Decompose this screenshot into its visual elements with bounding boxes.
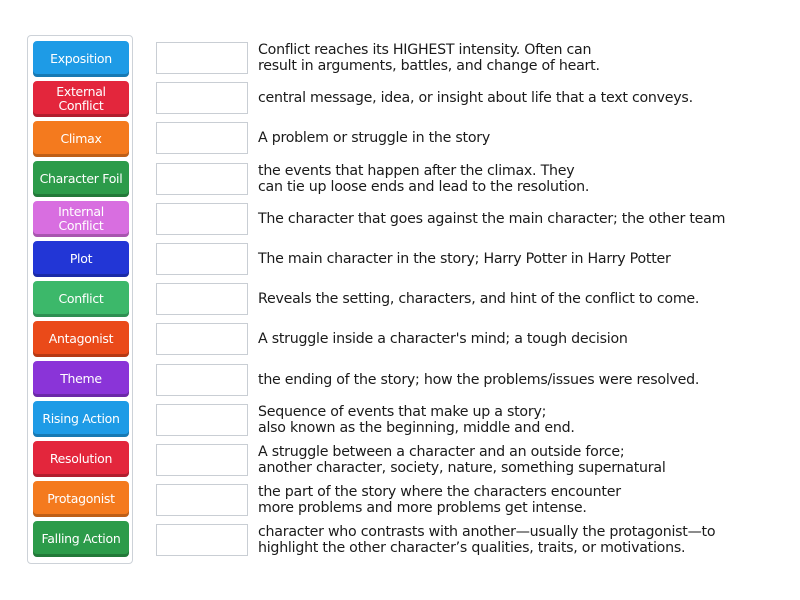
term-tile-exposition[interactable]: Exposition [33,41,129,77]
definition-line: character who contrasts with another—usually the protagonist—to [258,523,716,540]
answer-slot-5[interactable] [156,203,248,235]
answer-slot-11[interactable] [156,444,248,476]
definition-line: Conflict reaches its HIGHEST intensity. Often can [258,41,592,58]
definition-6 [258,239,793,279]
answer-slot-7[interactable] [156,283,248,315]
definition-8 [258,319,793,359]
definition-13 [258,520,793,560]
term-tile-panel [27,35,133,564]
answer-slot-6[interactable] [156,243,248,275]
definition-7 [258,279,793,319]
term-tile-rising-action[interactable]: Rising Action [33,401,129,437]
definition-10 [258,400,793,440]
definition-line: also known as the beginning, middle and end. [258,420,575,436]
term-tile-external-conflict[interactable]: External Conflict [33,81,129,117]
definition-4 [258,159,793,199]
definition-line: more problems and more problems get intense. [258,500,587,516]
term-tile-conflict[interactable]: Conflict [33,281,129,317]
definition-line: The main character in the story; Harry Potter in Harry Potter [258,250,671,267]
definition-line: Sequence of events that make up a story; [258,403,547,420]
definition-line: another character, society, nature, something supernatural [258,460,666,476]
term-tile-antagonist[interactable]: Antagonist [33,321,129,357]
definition-line: the part of the story where the characters encounter [258,483,621,500]
term-tile-character-foil[interactable]: Character Foil [33,161,129,197]
term-tile-falling-action[interactable]: Falling Action [33,521,129,557]
definition-1 [258,38,793,78]
definition-line: result in arguments, battles, and change of heart. [258,58,600,74]
answer-slot-9[interactable] [156,364,248,396]
definition-3 [258,118,793,158]
definition-line: central message, idea, or insight about life that a text conveys. [258,89,693,106]
term-tile-plot[interactable]: Plot [33,241,129,277]
definition-line: A struggle inside a character's mind; a tough decision [258,330,628,347]
answer-slot-12[interactable] [156,484,248,516]
definition-line: highlight the other character’s qualities, traits, or motivations. [258,540,686,556]
definition-11 [258,440,793,480]
answer-slot-10[interactable] [156,404,248,436]
definition-line: the events that happen after the climax. They [258,162,575,179]
term-tile-resolution[interactable]: Resolution [33,441,129,477]
definition-line: can tie up loose ends and lead to the resolution. [258,179,590,195]
answer-slot-1[interactable] [156,42,248,74]
answer-slot-2[interactable] [156,82,248,114]
term-tile-climax[interactable]: Climax [33,121,129,157]
definition-line: The character that goes against the main character; the other team [258,210,726,227]
definition-12 [258,480,793,520]
answer-slot-4[interactable] [156,163,248,195]
definition-2 [258,78,793,118]
definition-line: A struggle between a character and an outside force; [258,443,625,460]
definition-line: A problem or struggle in the story [258,129,491,146]
answer-slot-13[interactable] [156,524,248,556]
answer-slot-3[interactable] [156,122,248,154]
definition-9 [258,360,793,400]
answer-slot-8[interactable] [156,323,248,355]
definition-line: the ending of the story; how the problems/issues were resolved. [258,371,700,388]
term-tile-theme[interactable]: Theme [33,361,129,397]
definition-line: Reveals the setting, characters, and hint of the conflict to come. [258,290,700,307]
definition-5 [258,199,793,239]
term-tile-protagonist[interactable]: Protagonist [33,481,129,517]
term-tile-internal-conflict[interactable]: Internal Conflict [33,201,129,237]
